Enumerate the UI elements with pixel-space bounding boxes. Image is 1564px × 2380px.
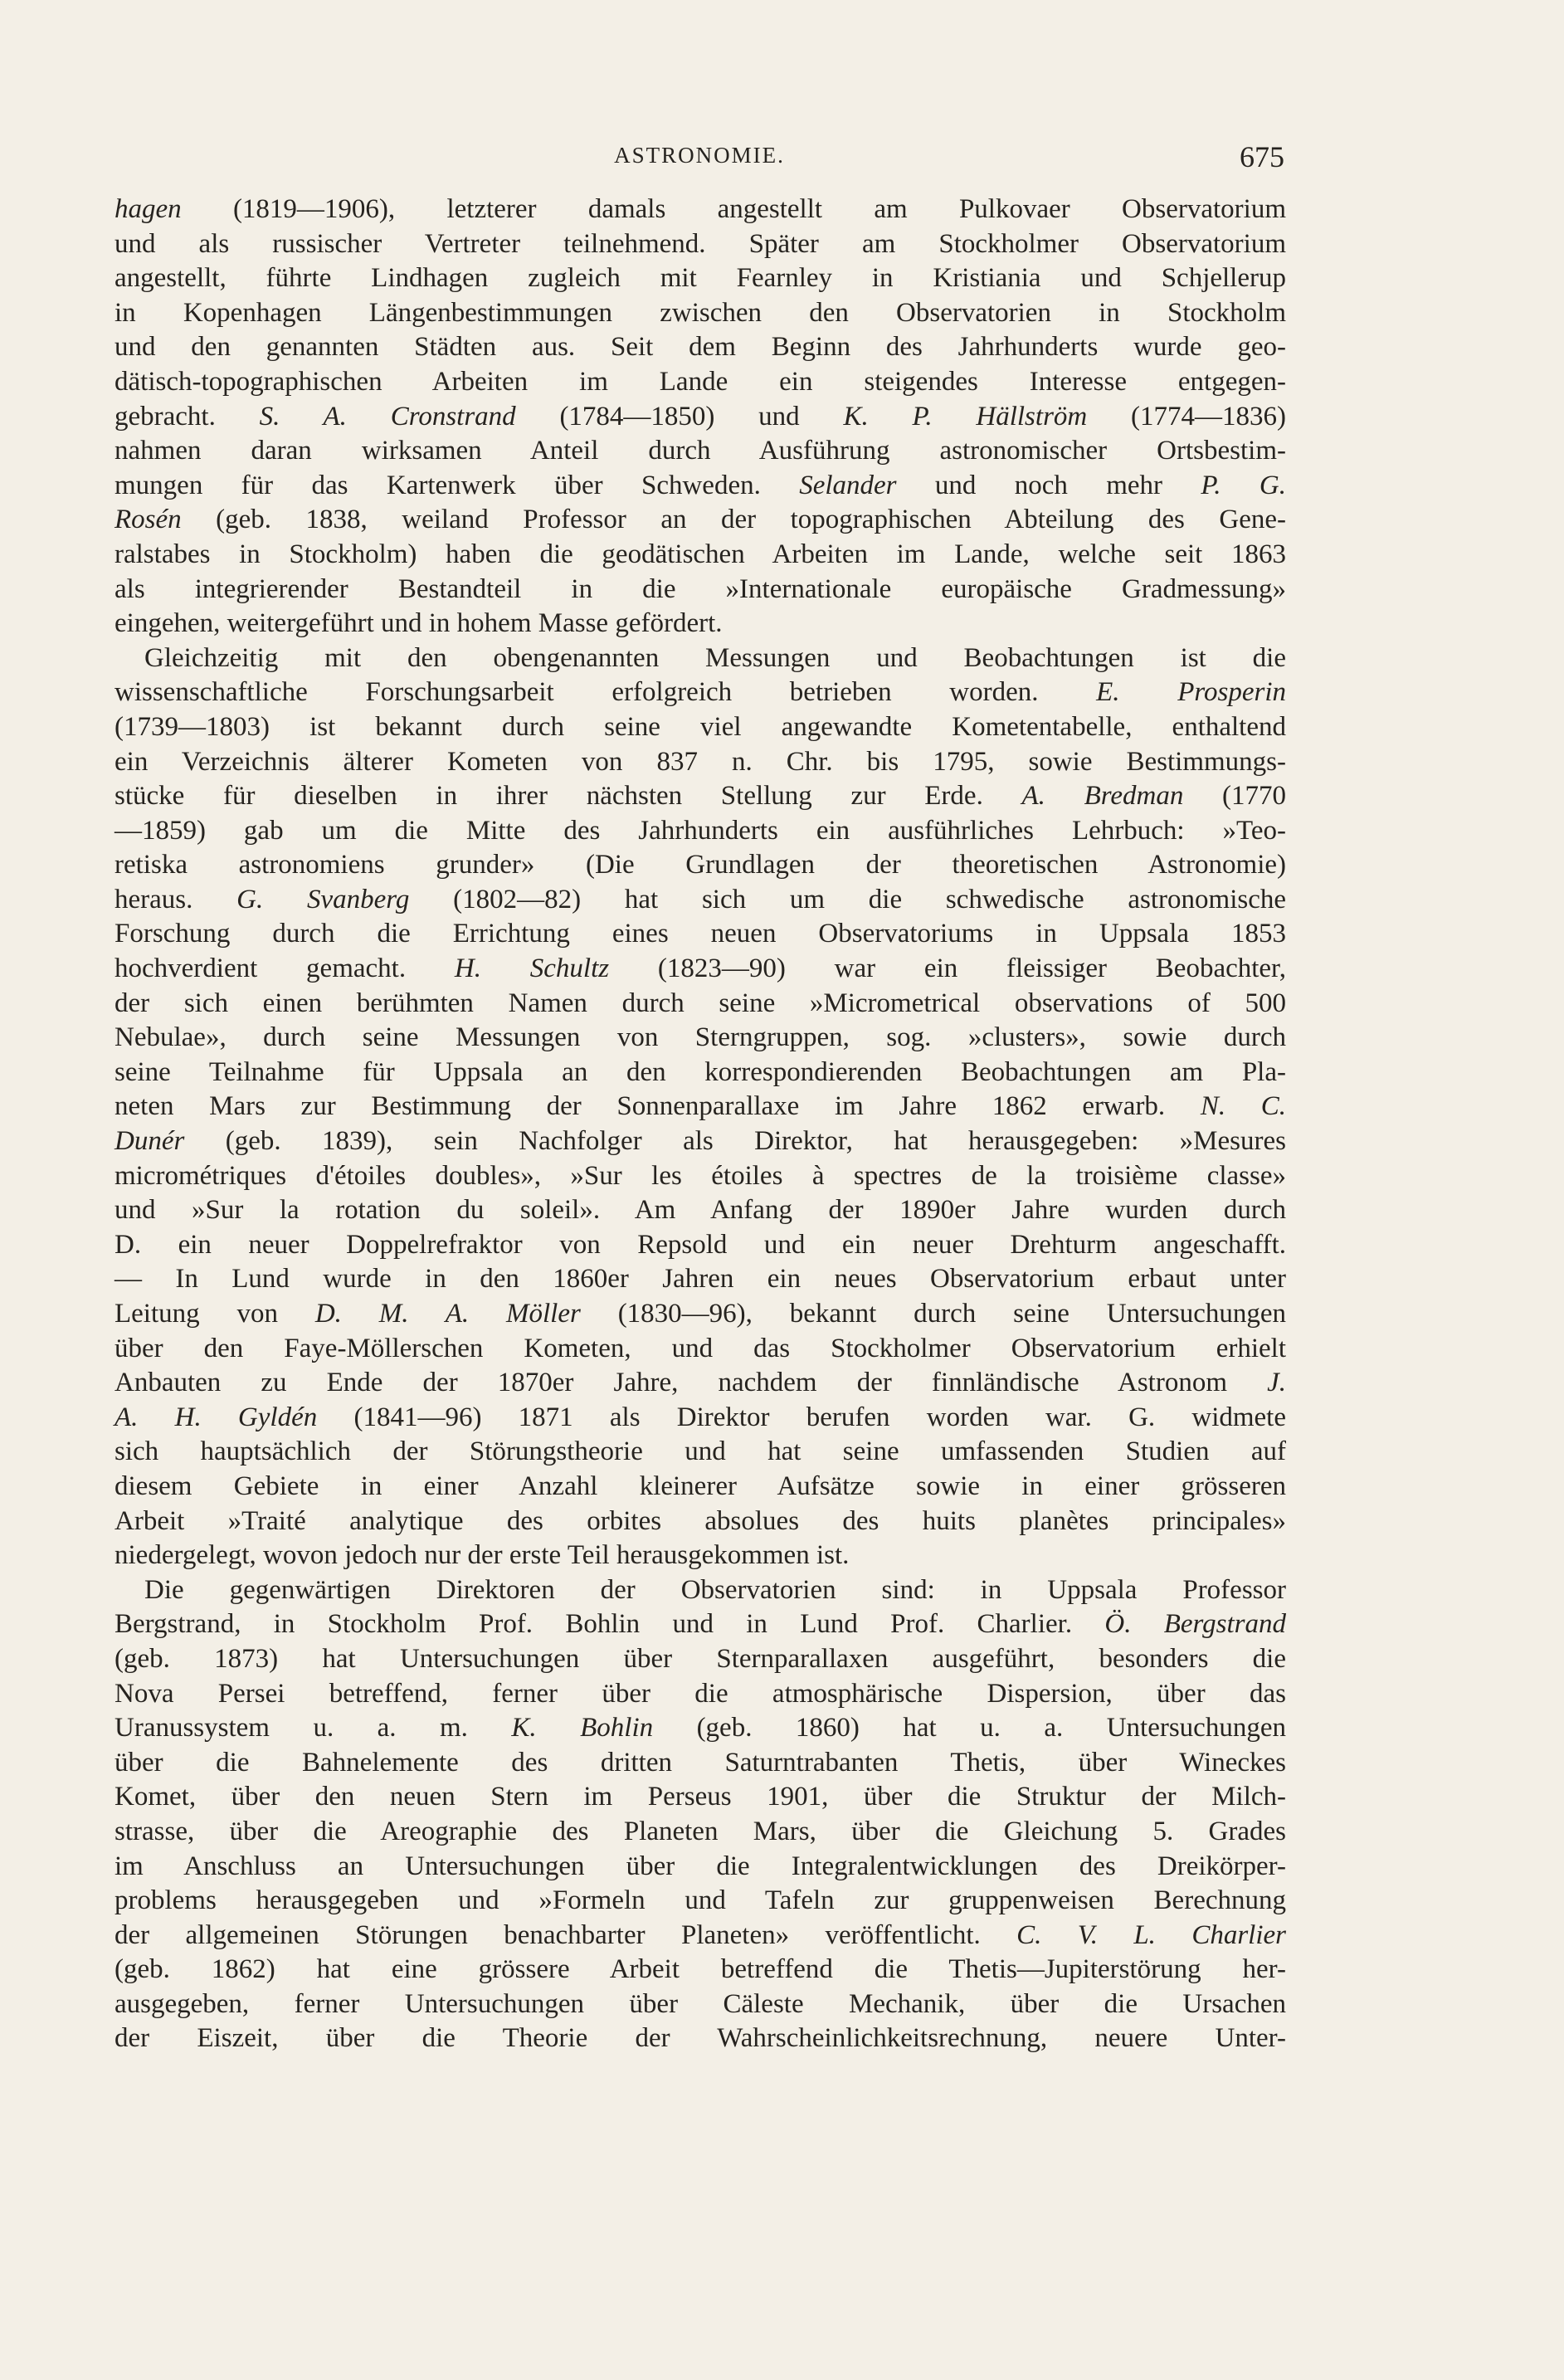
italic-name: Ö. Bergstrand: [1104, 1609, 1287, 1640]
text-line: [114, 434, 1286, 469]
text-segment: — In Lund wurde in den 1860er Jahren ein neues Observatorium erbaut unter: [114, 1264, 1286, 1295]
text-line: [114, 1124, 1286, 1159]
text-line: [114, 1228, 1286, 1263]
text-segment: neten Mars zur Bestimmung der Sonnenparallaxe im Jahre 1862 erwarb.: [114, 1091, 1201, 1122]
text-segment: gebracht.: [114, 401, 260, 432]
text-segment: micrométriques d'étoiles doubles», »Sur les étoiles à spectres de la troisième classe»: [114, 1160, 1286, 1191]
text-segment: (geb. 1873) hat Untersuchungen über Sternparallaxen ausgeführt, besonders die: [114, 1643, 1286, 1674]
text-segment: sich hauptsächlich der Störungstheorie und hat seine umfassenden Studien auf: [114, 1436, 1286, 1467]
text-line: [114, 1711, 1286, 1746]
text-segment: nahmen daran wirksamen Anteil durch Ausführung astronomischer Ortsbestim-: [114, 436, 1286, 466]
text-segment: der sich einen berühmten Namen durch seine »Micrometrical observations of 500: [114, 988, 1286, 1018]
text-line: [114, 1642, 1286, 1677]
italic-name: E. Prosperin: [1096, 677, 1286, 708]
text-segment: (1841—96) 1871 als Direktor berufen worden war. G. widmete: [317, 1402, 1286, 1432]
italic-name: A. Bredman: [1021, 781, 1184, 812]
text-segment: (1770: [1183, 781, 1286, 812]
text-segment: Bergstrand, in Stockholm Prof. Bohlin und in Lund Prof. Charlier.: [114, 1609, 1105, 1640]
page-number: 675: [1240, 140, 1284, 173]
text-segment: und noch mehr: [896, 470, 1201, 500]
text-line: [114, 503, 1286, 538]
text-segment: Die gegenwärtigen Direktoren der Observatorien sind: in Uppsala Professor: [144, 1574, 1286, 1605]
text-line: [114, 2022, 1286, 2056]
text-line: [114, 1987, 1286, 2022]
text-line: [114, 1850, 1286, 1885]
text-line: [114, 1090, 1286, 1124]
text-line: [114, 1056, 1286, 1090]
text-line: [114, 1021, 1286, 1056]
text-segment: hochverdient gemacht.: [114, 953, 455, 984]
text-segment: D. ein neuer Doppelrefraktor von Repsold und ein neuer Drehturm angeschafft.: [114, 1229, 1286, 1260]
text-line: [114, 1159, 1286, 1194]
text-line: [114, 573, 1286, 607]
italic-name: C. V. L. Charlier: [1016, 1919, 1286, 1950]
text-segment: retiska astronomiens grunder» (Die Grundlagen der theoretischen Astronomie): [114, 850, 1286, 880]
text-line: [114, 365, 1286, 400]
text-line: [114, 1297, 1286, 1332]
text-segment: Nebulae», durch seine Messungen von Sterngruppen, sog. »clusters», sowie durch: [114, 1022, 1286, 1053]
italic-name: Rosén: [114, 505, 182, 535]
text-segment: dätisch-topographischen Arbeiten im Lande ein steigendes Interesse entgegen-: [114, 366, 1286, 397]
italic-name: G. Svanberg: [236, 884, 410, 914]
text-line: [114, 1505, 1286, 1539]
text-line: [114, 1919, 1286, 1953]
text-segment: als integrierender Bestandteil in die »Internationale europäische Gradmessung»: [114, 573, 1286, 604]
text-segment: Arbeit »Traité analytique des orbites absolues des huits planètes principales»: [114, 1505, 1286, 1536]
text-segment: mungen für das Kartenwerk über Schweden.: [114, 470, 800, 500]
text-segment: über die Bahnelemente des dritten Saturntrabanten Thetis, über Wineckes: [114, 1747, 1286, 1778]
text-line: [114, 1470, 1286, 1505]
text-segment: heraus.: [114, 884, 237, 914]
text-line: [114, 883, 1286, 918]
text-segment: (1774—1836): [1087, 401, 1286, 432]
text-line: [114, 779, 1286, 814]
text-segment: (1819—1906), letzterer damals angestellt am Pulkovaer Observatorium: [181, 194, 1286, 224]
text-segment: seine Teilnahme für Uppsala an den korrespondierenden Beobachtungen am Pla-: [114, 1056, 1286, 1087]
text-segment: problems herausgegeben und »Formeln und Tafeln zur gruppenweisen Berechnung: [114, 1885, 1286, 1916]
text-segment: und »Sur la rotation du soleil». Am Anfang der 1890er Jahre wurden durch: [114, 1195, 1286, 1226]
text-segment: (1802—82) hat sich um die schwedische astronomische: [409, 884, 1286, 914]
text-segment: (1739—1803) ist bekannt durch seine viel angewandte Kometentabelle, enthaltend: [114, 711, 1286, 742]
text-line: [114, 193, 1286, 227]
text-line: [114, 1366, 1286, 1401]
text-line: [114, 710, 1286, 745]
text-segment: über den Faye-Möllerschen Kometen, und das Stockholmer Observatorium erhielt: [114, 1333, 1286, 1363]
text-line: [114, 987, 1286, 1022]
text-line: [114, 469, 1286, 504]
text-segment: im Anschluss an Untersuchungen über die Integralentwicklungen des Dreikörper-: [114, 1851, 1286, 1881]
text-line: [114, 952, 1286, 987]
italic-name: A. H. Gyldén: [114, 1402, 318, 1432]
text-line: [114, 1262, 1286, 1297]
body-text: [114, 193, 1286, 2056]
italic-name: P. G.: [1201, 470, 1286, 500]
italic-name: hagen: [114, 194, 182, 224]
text-line: [114, 1573, 1286, 1608]
text-segment: (geb. 1862) hat eine grössere Arbeit betreffend die Thetis—Jupiterstörung her-: [114, 1954, 1286, 1985]
text-segment: ralstabes in Stockholm) haben die geodätischen Arbeiten im Lande, welche seit 1863: [114, 539, 1286, 569]
text-segment: Komet, über den neuen Stern im Perseus 1901, über die Struktur der Milch-: [114, 1782, 1286, 1812]
italic-name: H. Schultz: [454, 953, 610, 984]
text-segment: ein Verzeichnis älterer Kometen von 837 n. Chr. bis 1795, sowie Bestimmungs-: [114, 746, 1286, 777]
text-segment: (1784—1850) und: [515, 401, 844, 432]
text-line: [114, 538, 1286, 573]
text-segment: stücke für dieselben in ihrer nächsten Stellung zur Erde.: [114, 781, 1022, 812]
text-line: [114, 296, 1286, 331]
text-line: [114, 1884, 1286, 1919]
text-line: [114, 745, 1286, 780]
italic-name: Dunér: [114, 1126, 185, 1157]
text-segment: angestellt, führte Lindhagen zugleich mit Fearnley in Kristiania und Schjellerup: [114, 263, 1286, 294]
text-segment: (geb. 1838, weiland Professor an der topographischen Abteilung des Gene-: [181, 505, 1286, 535]
text-line: [114, 917, 1286, 952]
italic-name: J.: [1267, 1368, 1286, 1398]
text-line: [114, 1815, 1286, 1850]
text-line: [114, 1746, 1286, 1781]
text-line: [114, 814, 1286, 849]
page-header: [114, 140, 1284, 184]
text-segment: Anbauten zu Ende der 1870er Jahre, nachdem der finnländische Astronom: [114, 1368, 1268, 1398]
text-segment: in Kopenhagen Längenbestimmungen zwischen den Observatorien in Stockholm: [114, 297, 1286, 328]
text-segment: wissenschaftliche Forschungsarbeit erfolgreich betrieben worden.: [114, 677, 1097, 708]
text-line: [114, 675, 1286, 710]
text-segment: (1823—90) war ein fleissiger Beobachter,: [609, 953, 1286, 984]
text-line: [114, 1401, 1286, 1436]
text-segment: der allgemeinen Störungen benachbarter Planeten» veröffentlicht.: [114, 1919, 1017, 1950]
italic-name: D. M. A. Möller: [314, 1299, 581, 1329]
text-segment: diesem Gebiete in einer Anzahl kleinerer Aufsätze sowie in einer grösseren: [114, 1470, 1286, 1501]
text-segment: Leitung von: [114, 1299, 315, 1329]
text-line: [114, 607, 1286, 641]
text-line: [114, 261, 1286, 296]
text-segment: —1859) gab um die Mitte des Jahrhunderts ein ausführliches Lehrbuch: »Teo-: [114, 815, 1286, 846]
text-line: [114, 1435, 1286, 1470]
text-segment: (1830—96), bekannt durch seine Untersuchungen: [580, 1299, 1286, 1329]
running-title: ASTRONOMIE.: [614, 143, 785, 168]
text-line: [114, 1607, 1286, 1642]
text-segment: und den genannten Städten aus. Seit dem Beginn des Jahrhunderts wurde geo-: [114, 332, 1286, 363]
text-segment: ausgegeben, ferner Untersuchungen über Cäleste Mechanik, über die Ursachen: [114, 1988, 1286, 2019]
text-segment: und als russischer Vertreter teilnehmend. Später am Stockholmer Observatorium: [114, 228, 1286, 259]
text-segment: (geb. 1839), sein Nachfolger als Direktor, hat herausgegeben: »Mesures: [184, 1126, 1286, 1157]
text-segment: der Eiszeit, über die Theorie der Wahrscheinlichkeitsrechnung, neuere Unter-: [114, 2023, 1286, 2054]
italic-name: K. P. Hällström: [843, 401, 1088, 432]
text-segment: niedergelegt, wovon jedoch nur der erste Teil herausgekommen ist.: [114, 1540, 850, 1571]
text-segment: (geb. 1860) hat u. a. Untersuchungen: [653, 1713, 1286, 1744]
text-line: [114, 641, 1286, 676]
text-line: [114, 1539, 1286, 1573]
text-line: [114, 1953, 1286, 1987]
text-segment: eingehen, weitergeführt und in hohem Masse gefördert.: [114, 608, 723, 639]
text-segment: Nova Persei betreffend, ferner über die atmosphärische Dispersion, über das: [114, 1678, 1286, 1709]
italic-name: Selander: [799, 470, 897, 500]
text-line: [114, 1677, 1286, 1712]
text-line: [114, 330, 1286, 365]
italic-name: N. C.: [1200, 1091, 1286, 1122]
text-line: [114, 1780, 1286, 1815]
text-segment: Forschung durch die Errichtung eines neuen Observatoriums in Uppsala 1853: [114, 919, 1286, 949]
text-line: [114, 227, 1286, 262]
text-segment: Gleichzeitig mit den obengenannten Messungen und Beobachtungen ist die: [144, 642, 1286, 673]
text-line: [114, 400, 1286, 435]
text-line: [114, 1193, 1286, 1228]
text-segment: strasse, über die Areographie des Planeten Mars, über die Gleichung 5. Grades: [114, 1816, 1286, 1846]
italic-name: K. Bohlin: [511, 1713, 654, 1744]
italic-name: S. A. Cronstrand: [259, 401, 516, 432]
text-line: [114, 1332, 1286, 1367]
text-segment: Uranussystem u. a. m.: [114, 1713, 512, 1744]
text-line: [114, 848, 1286, 883]
